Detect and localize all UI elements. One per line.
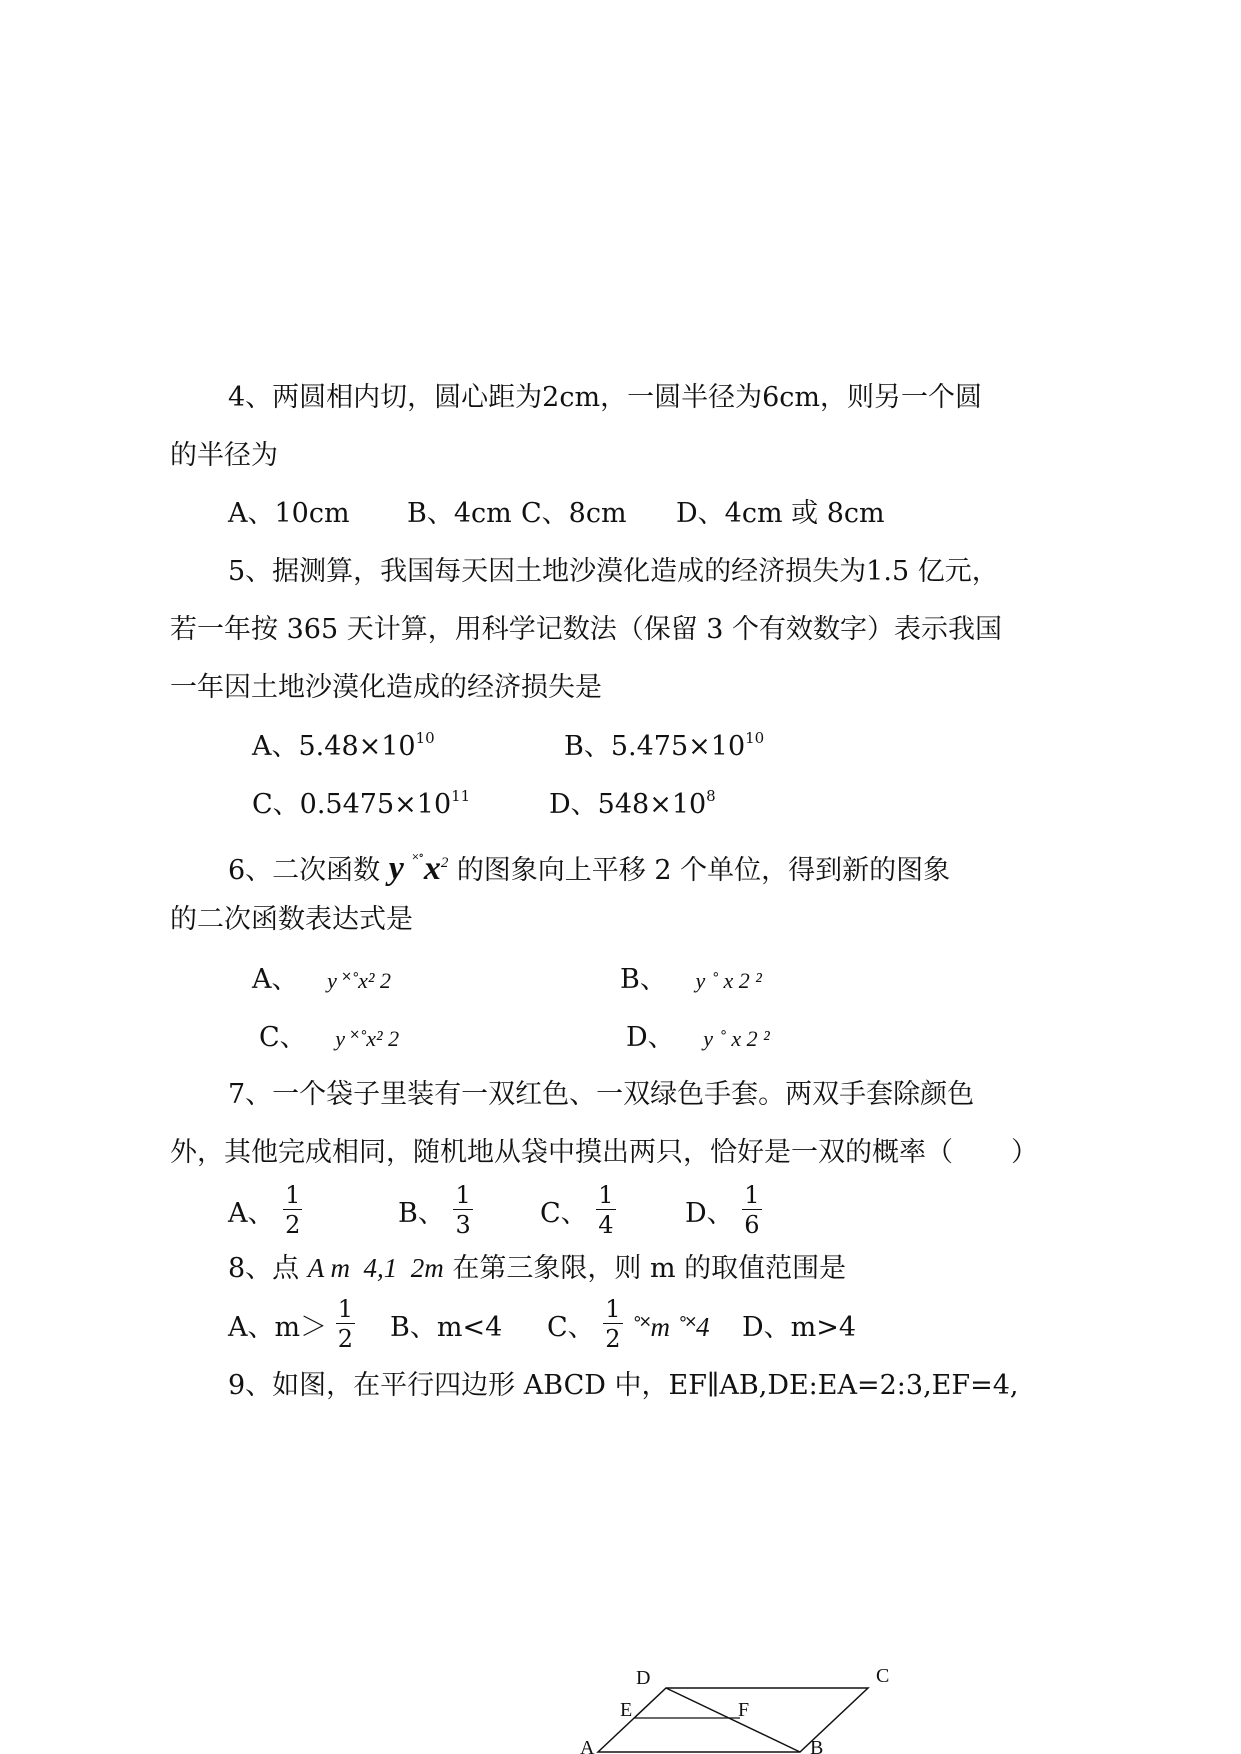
q7-line1: 7、一个袋子里装有一双红色、一双绿色手套。两双手套除颜色 (228, 1079, 975, 1110)
q8-option-d: D、m>4 (742, 1312, 857, 1343)
denominator: 4 (598, 1211, 614, 1240)
q8-option-a (228, 1295, 355, 1357)
fraction (742, 1182, 761, 1239)
q7-option-a (228, 1181, 302, 1243)
q6-option-a (252, 966, 391, 993)
q5-line3: 一年因土地沙漠化造成的经济损失是 (170, 672, 602, 703)
fraction (596, 1182, 615, 1239)
q4-option-a: A、10cm (228, 498, 350, 529)
option-exponent: 10 (745, 729, 765, 747)
q9-line1: 9、如图，在平行四边形 ABCD 中，EF∥AB,DE:EA=2:3,EF=4, (228, 1370, 1019, 1401)
option-label: A、 (252, 964, 299, 995)
q5-line1: 5、据测算，我国每天因土地沙漠化造成的经济损失为1.5 亿元， (228, 556, 999, 587)
option-label: B、 (620, 964, 667, 995)
option-base: 548×10 (597, 789, 707, 820)
numerator: 1 (598, 1181, 614, 1209)
q7-option-c (540, 1181, 616, 1243)
q4-option-d: D、4cm 或 8cm (676, 498, 885, 529)
label-d: D (636, 1667, 651, 1689)
q4-line2: 的半径为 (170, 440, 278, 471)
numerator: 1 (605, 1295, 621, 1323)
option-expression: y ˚ x 2 ² (695, 968, 762, 993)
option-expression: y ˚ x 2 ² (703, 1026, 770, 1051)
q8-option-c (547, 1295, 710, 1357)
q6-option-d (626, 1024, 770, 1051)
function-exponent: 2 (440, 855, 449, 871)
option-label: C、 (252, 789, 300, 820)
denominator: 2 (337, 1325, 353, 1354)
option-label: D、 (685, 1197, 734, 1229)
option-label: D、 (549, 789, 598, 820)
q8-line1 (228, 1255, 846, 1282)
option-label: B、 (398, 1197, 445, 1229)
q7-line2 (170, 1139, 1038, 1166)
q4-option-b: B、4cm (407, 498, 512, 529)
denominator: 3 (455, 1211, 471, 1240)
option-label: A、 (252, 731, 299, 762)
option-label: C、 (540, 1197, 588, 1229)
option-label: D、 (626, 1022, 675, 1053)
fraction (283, 1182, 302, 1239)
option-label: A、m＞ (228, 1311, 328, 1343)
q8-line1-pre: 8、点 (228, 1253, 300, 1284)
option-exponent: 10 (415, 729, 435, 747)
q6-line1-post: 的图象向上平移 2 个单位，得到新的图象 (456, 855, 951, 886)
numerator: 1 (337, 1295, 353, 1323)
label-b: B (810, 1737, 824, 1754)
numerator: 1 (455, 1181, 471, 1209)
label-e: E (620, 1699, 633, 1721)
fraction (453, 1182, 472, 1239)
q5-option-d (549, 787, 716, 820)
option-base: 5.48×10 (298, 731, 416, 762)
q5-option-b (564, 729, 765, 762)
q5-line2: 若一年按 365 天计算，用科学记数法（保留 3 个有效数字）表示我国 (170, 614, 1003, 645)
q4-line1: 4、两圆相内切，圆心距为2cm，一圆半径为6cm，则另一个圆 (228, 382, 982, 413)
option-expression: ˚˟m ˚˟4 (631, 1311, 710, 1342)
q7-line2-text: 外，其他完成相同，随机地从袋中摸出两只，恰好是一双的概率（ (170, 1137, 953, 1168)
q5-option-c (252, 787, 471, 820)
option-base: 5.475×10 (610, 731, 746, 762)
fraction (603, 1296, 622, 1353)
numerator: 1 (285, 1181, 301, 1209)
point-expression: A m 4,1 2m (307, 1253, 444, 1283)
denominator: 6 (744, 1211, 760, 1240)
label-a: A (580, 1737, 595, 1754)
q6-line2: 的二次函数表达式是 (170, 904, 413, 935)
option-exponent: 11 (451, 787, 471, 805)
segment-db (666, 1688, 800, 1752)
function-symbol: ˟˚ (412, 852, 424, 869)
denominator: 2 (285, 1211, 301, 1240)
option-base: 0.5475×10 (299, 789, 452, 820)
option-label: B、 (564, 731, 611, 762)
option-label: A、 (228, 1197, 275, 1229)
label-f: F (738, 1699, 750, 1721)
q8-line1-post: 在第三象限，则 m 的取值范围是 (452, 1253, 847, 1284)
option-expression: y ˟˚x² 2 (335, 1026, 400, 1051)
q8-option-b: B、m<4 (390, 1312, 503, 1343)
q4-option-c: C、8cm (521, 498, 627, 529)
option-exponent: 8 (706, 787, 716, 805)
q6-option-b (620, 966, 762, 993)
q7-option-b (398, 1181, 473, 1243)
label-c: C (876, 1665, 890, 1687)
q6-option-c (259, 1024, 399, 1051)
function-y: y (388, 850, 404, 887)
option-label: C、 (547, 1311, 595, 1343)
q6-line1-pre: 6、二次函数 (228, 855, 381, 886)
parallelogram-figure (580, 1640, 1020, 1754)
q6-line1 (228, 852, 950, 886)
function-x: x (423, 850, 441, 887)
q5-option-a (252, 729, 435, 762)
q6-function (389, 850, 457, 887)
numerator: 1 (744, 1181, 760, 1209)
q7-line2-end: ） (1011, 1137, 1038, 1168)
q7-option-d (685, 1181, 762, 1243)
denominator: 2 (605, 1325, 621, 1354)
fraction (336, 1296, 355, 1353)
option-label: C、 (259, 1022, 307, 1053)
option-expression: y ˟˚x² 2 (327, 968, 391, 993)
